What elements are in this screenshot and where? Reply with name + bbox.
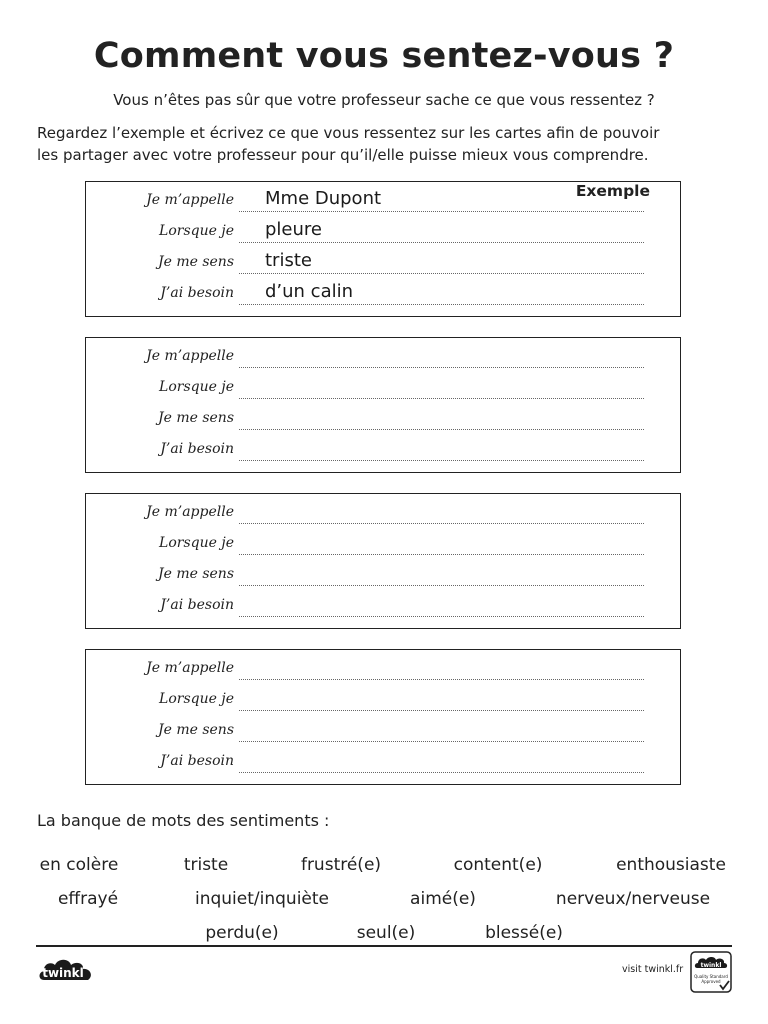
feeling-word: effrayé [57,889,119,909]
row-prompt: Je m’appelle [146,348,234,364]
badge-brand-text: twinkl [700,962,722,969]
feeling-word: nerveux/nerveuse [555,889,711,909]
feeling-card [85,181,681,317]
write-line[interactable] [239,616,644,617]
twinkl-logo-text: twinkl [42,966,84,980]
badge-text-2: Approved [701,979,721,984]
write-line[interactable] [239,679,644,680]
quality-badge [690,951,732,993]
twinkl-logo [36,954,98,988]
write-line[interactable] [239,460,644,461]
card-row [86,403,682,434]
write-line[interactable] [239,741,644,742]
write-line[interactable] [239,367,644,368]
row-prompt: Lorsque je [159,379,234,395]
instructions [37,122,737,166]
card-row [86,278,682,309]
feeling-word: frustré(e) [300,855,382,875]
feeling-word: inquiet/inquiète [194,889,330,909]
row-prompt: J’ai besoin [160,753,234,769]
card-row [86,746,682,777]
row-prompt: Je m’appelle [146,660,234,676]
row-prompt: Lorsque je [159,691,234,707]
page-title: Comment vous sentez-vous ? [93,36,675,76]
row-answer: triste [265,250,312,271]
feeling-word: enthousiaste [616,855,726,875]
page-subtitle: Vous n’êtes pas sûr que votre professeur sache ce que vous ressentez ? [113,91,655,109]
feeling-word: seul(e) [356,923,416,943]
card-row [86,528,682,559]
card-row [86,341,682,372]
feeling-word: triste [183,855,229,875]
footer-divider [36,945,732,947]
write-line[interactable] [239,554,644,555]
card-row [86,559,682,590]
badge-text-1: Quality Standard [694,974,728,979]
write-line[interactable] [239,710,644,711]
write-line[interactable] [239,772,644,773]
write-line[interactable] [239,523,644,524]
feeling-card [85,337,681,473]
row-prompt: Je me sens [157,254,234,270]
card-row [86,497,682,528]
card-row [86,372,682,403]
instructions-line-2: les partager avec votre professeur pour qu’il/elle puisse mieux vous comprendre. [37,146,649,164]
row-prompt: Je m’appelle [146,192,234,208]
row-answer: Mme Dupont [265,188,382,209]
row-answer: pleure [265,219,322,240]
write-line[interactable] [239,585,644,586]
card-row [86,715,682,746]
row-prompt: J’ai besoin [160,597,234,613]
feeling-word: content(e) [453,855,543,875]
card-row [86,247,682,278]
card-label: Exemple [575,182,650,200]
row-prompt: Je me sens [157,566,234,582]
row-answer: d’un calin [265,281,354,302]
row-prompt: Je me sens [157,410,234,426]
row-prompt: Lorsque je [159,223,234,239]
visit-link[interactable]: visit twinkl.fr [622,964,684,975]
card-row [86,216,682,247]
write-line[interactable] [239,304,644,305]
card-row [86,185,682,216]
feeling-card [85,649,681,785]
write-line[interactable] [239,242,644,243]
write-line[interactable] [239,429,644,430]
word-bank-title: La banque de mots des sentiments : [37,811,330,830]
write-line[interactable] [239,273,644,274]
card-row [86,434,682,465]
write-line[interactable] [239,211,644,212]
row-prompt: J’ai besoin [160,441,234,457]
card-row [86,590,682,621]
feeling-word: blessé(e) [485,923,563,943]
feeling-word: perdu(e) [205,923,279,943]
card-row [86,653,682,684]
row-prompt: J’ai besoin [160,285,234,301]
feeling-word: en colère [39,855,119,875]
feeling-card [85,493,681,629]
instructions-line-1: Regardez l’exemple et écrivez ce que vous ressentez sur les cartes afin de pouvoir [37,124,660,142]
row-prompt: Je me sens [157,722,234,738]
row-prompt: Je m’appelle [146,504,234,520]
card-row [86,684,682,715]
write-line[interactable] [239,398,644,399]
feeling-word: aimé(e) [410,889,476,909]
row-prompt: Lorsque je [159,535,234,551]
